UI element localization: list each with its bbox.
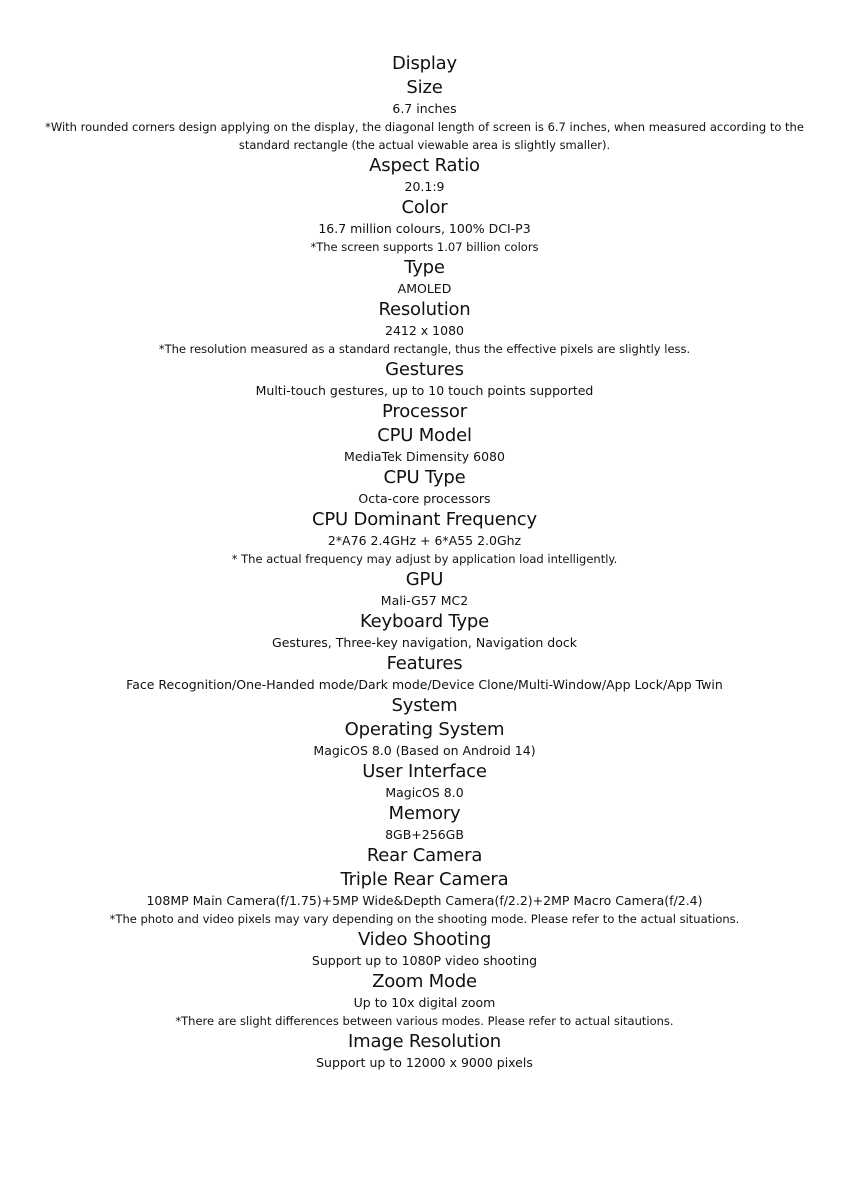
spec-value: Support up to 12000 x 9000 pixels bbox=[316, 1055, 533, 1070]
spec-title: Memory bbox=[388, 803, 461, 824]
spec-title: Aspect Ratio bbox=[369, 155, 480, 176]
spec-value: Support up to 1080P video shooting bbox=[311, 953, 538, 968]
spec-block-zoom-mode bbox=[0, 970, 849, 1030]
spec-note: *The screen supports 1.07 billion colors bbox=[310, 240, 539, 254]
spec-value: MagicOS 8.0 bbox=[385, 785, 464, 800]
spec-value: 2*A76 2.4GHz + 6*A55 2.0Ghz bbox=[327, 533, 522, 548]
spec-value: Face Recognition/One-Handed mode/Dark mode/Device Clone/Multi-Window/App Lock/App Twin bbox=[126, 677, 723, 692]
spec-title: Size bbox=[406, 77, 443, 98]
spec-title: Resolution bbox=[378, 299, 471, 320]
spec-note: *With rounded corners design applying on the display, the diagonal length of screen is 6.7 inches, when measured according to the standard rectangle (the actual viewable area is slightly smaller). bbox=[45, 120, 804, 152]
section-title-display: Display bbox=[392, 53, 457, 74]
spec-block-video-shooting bbox=[0, 928, 849, 970]
spec-title: Operating System bbox=[344, 719, 505, 740]
section-title-processor: Processor bbox=[382, 401, 467, 422]
spec-title: Color bbox=[401, 197, 448, 218]
spec-note: *The photo and video pixels may vary depending on the shooting mode. Please refer to the actual situations. bbox=[109, 912, 740, 926]
spec-note: * The actual frequency may adjust by application load intelligently. bbox=[231, 552, 618, 566]
spec-note: *The resolution measured as a standard rectangle, thus the effective pixels are slightly less. bbox=[158, 342, 691, 356]
spec-block-gpu bbox=[0, 568, 849, 610]
spec-title: Image Resolution bbox=[348, 1031, 501, 1052]
spec-value: AMOLED bbox=[397, 281, 452, 296]
spec-title: Video Shooting bbox=[357, 929, 492, 950]
spec-block-cpu-frequency bbox=[0, 508, 849, 568]
spec-value: 2412 x 1080 bbox=[385, 323, 464, 338]
section-title-system: System bbox=[391, 695, 458, 716]
spec-block-cpu-model bbox=[0, 424, 849, 466]
section-title-rear-camera: Rear Camera bbox=[366, 845, 483, 866]
spec-block-image-resolution bbox=[0, 1030, 849, 1072]
spec-title: User Interface bbox=[362, 761, 487, 782]
spec-title: GPU bbox=[405, 569, 444, 590]
spec-value: 6.7 inches bbox=[392, 101, 457, 116]
spec-note: *There are slight differences between various modes. Please refer to actual sitautions. bbox=[175, 1014, 674, 1028]
spec-block-user-interface bbox=[0, 760, 849, 802]
spec-value: Mali-G57 MC2 bbox=[380, 593, 469, 608]
spec-title: CPU Type bbox=[383, 467, 466, 488]
spec-title: Type bbox=[404, 257, 445, 278]
spec-block-gestures bbox=[0, 358, 849, 400]
spec-title: Gestures bbox=[385, 359, 464, 380]
spec-title: CPU Dominant Frequency bbox=[312, 509, 537, 530]
spec-value: 108MP Main Camera(f/1.75)+5MP Wide&Depth Camera(f/2.2)+2MP Macro Camera(f/2.4) bbox=[146, 893, 703, 908]
spec-block-color bbox=[0, 196, 849, 256]
spec-title: Features bbox=[386, 653, 463, 674]
spec-block-memory bbox=[0, 802, 849, 844]
spec-value: MediaTek Dimensity 6080 bbox=[344, 449, 505, 464]
spec-title: Zoom Mode bbox=[372, 971, 477, 992]
spec-value: 20.1:9 bbox=[404, 179, 445, 194]
spec-title: CPU Model bbox=[377, 425, 472, 446]
spec-value: Multi-touch gestures, up to 10 touch points supported bbox=[255, 383, 594, 398]
spec-block-triple-rear-camera bbox=[0, 868, 849, 928]
spec-block-resolution bbox=[0, 298, 849, 358]
spec-value: Up to 10x digital zoom bbox=[353, 995, 496, 1010]
spec-block-operating-system bbox=[0, 718, 849, 760]
spec-block-keyboard-type bbox=[0, 610, 849, 652]
spec-block-size bbox=[0, 76, 849, 154]
spec-value: 8GB+256GB bbox=[385, 827, 464, 842]
spec-block-features bbox=[0, 652, 849, 694]
spec-block-aspect-ratio bbox=[0, 154, 849, 196]
spec-title: Triple Rear Camera bbox=[340, 869, 509, 890]
spec-value: 16.7 million colours, 100% DCI-P3 bbox=[318, 221, 531, 236]
spec-title: Keyboard Type bbox=[359, 611, 490, 632]
spec-block-type bbox=[0, 256, 849, 298]
spec-value: MagicOS 8.0 (Based on Android 14) bbox=[313, 743, 536, 758]
spec-value: Gestures, Three-key navigation, Navigation dock bbox=[272, 635, 577, 650]
spec-block-cpu-type bbox=[0, 466, 849, 508]
spec-value: Octa-core processors bbox=[358, 491, 491, 506]
